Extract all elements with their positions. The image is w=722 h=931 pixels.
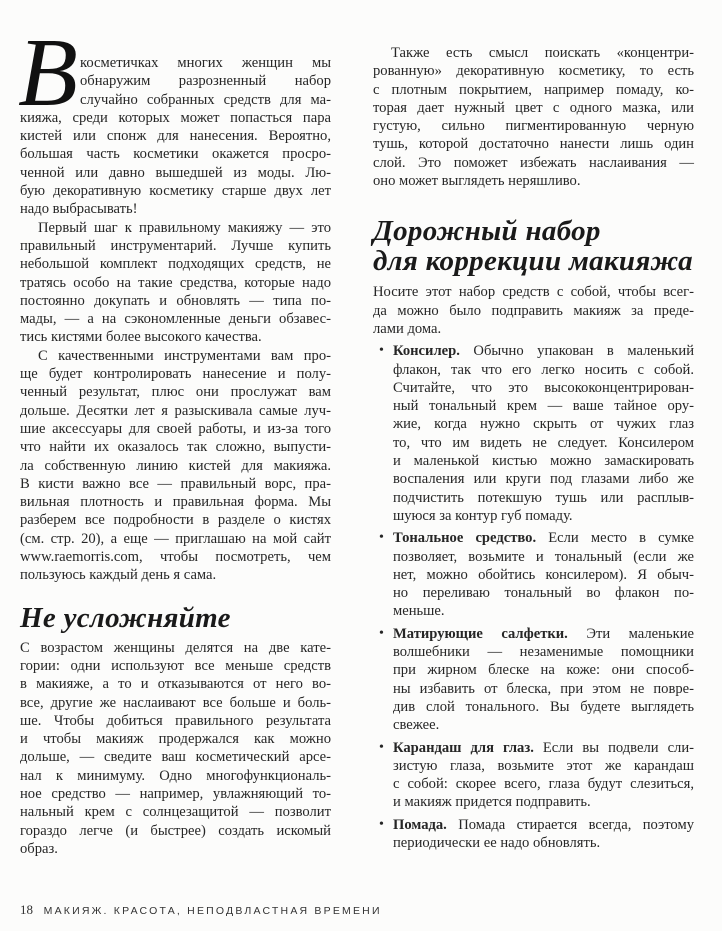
text-line: торая дает нужный цвет с одного мазка, или <box>373 99 694 116</box>
text-line: жие, когда нужно скрыть от чужих глаз <box>393 416 694 433</box>
text-line: косметичках многих женщин мы <box>80 55 331 71</box>
text-line: в макияже, а то и отказываются от него во- <box>20 676 331 693</box>
text-line: надо выбрасывать! <box>20 201 138 218</box>
text-line: пользуюсь каждый день я сама. <box>20 567 217 584</box>
text-line: Первый шаг к правильному макияжу — это <box>38 219 331 236</box>
running-title: МАКИЯЖ. КРАСОТА, НЕПОДВЛАСТНАЯ ВРЕМЕНИ <box>43 905 382 917</box>
text-line: ное средство — например, увлажняющий то- <box>20 785 331 802</box>
text-line: (см. стр. 20), а еще — приглашаю на мой сайт <box>20 530 331 547</box>
text-line: и маленькой кистью можно замаскировать <box>393 453 694 470</box>
text-line: мады, — а на сэкономленные деньги обзавес- <box>20 311 331 328</box>
text-line: шуюся за контур губ помаду. <box>393 507 573 524</box>
text-line: но переливаю тональный во флакон по- <box>393 585 694 602</box>
text-line: ще будет контролировать нанесение и полу- <box>20 366 331 383</box>
bullet-icon: • <box>379 816 384 832</box>
text-line: вильная плотность и правильная форма. Мы <box>20 494 331 511</box>
text-line: образ. <box>20 840 58 857</box>
text-line <box>393 625 694 643</box>
text-line: обнаружим разрозненный набор <box>80 73 331 90</box>
text-line: свежее. <box>393 717 440 734</box>
heading-line: для коррекции макияжа <box>373 245 693 278</box>
text-line: флакон, так что его легко носить с собой. <box>393 361 694 378</box>
text-line: Также есть смысл поискать «концентри- <box>391 45 694 61</box>
bullet-item <box>373 529 694 620</box>
text-line: постоянно докупать и обновлять — типа по- <box>20 292 331 309</box>
text-line: случайно собранных средств для ма- <box>80 91 331 108</box>
text-line: разберем все подробности в разделе о кистях <box>20 512 331 529</box>
paragraph <box>373 44 694 190</box>
text-line: нал к минимуму. Одно многофункциональ- <box>20 767 331 784</box>
heading-line: Дорожный набор <box>373 215 601 248</box>
text-line: и макияж придется подправить. <box>393 794 591 811</box>
text-line: www.raemorris.com, чтобы посмотреть, чем <box>20 549 331 566</box>
text-line: да можно было подправить макияж за преде- <box>373 302 694 319</box>
text-span: Если место в сумке <box>536 530 694 547</box>
text-line: ченной или давно вышедшей из моды. Лю- <box>20 164 331 181</box>
section-heading: Не усложняйте <box>20 601 231 634</box>
bullet-term: Матирующие салфетки. <box>393 625 568 642</box>
paragraph <box>20 639 331 859</box>
text-line: зистую глаза, возьмите этот же карандаш <box>393 757 694 774</box>
text-line: гории: одни используют все меньше средств <box>20 657 331 674</box>
text-line: ла собственную линию кистей для макияжа. <box>20 457 331 474</box>
paragraph <box>373 283 694 338</box>
text-line <box>393 816 694 834</box>
bullet-item <box>373 739 694 812</box>
text-line: и чтобы макияж продержался как можно <box>20 731 331 748</box>
text-line: бую декоративную косметику старше двух лет <box>20 183 331 200</box>
text-line: слой. Это поможет избежать наслаивания — <box>373 154 694 171</box>
text-line: кияжа, среди которых может попасться пара <box>20 109 331 126</box>
bullet-icon: • <box>379 530 384 546</box>
text-line: меньше. <box>393 603 445 620</box>
text-line: тратясь особо на такие средства, которые надо <box>20 274 331 291</box>
page-footer <box>20 902 382 918</box>
text-line: С возрастом женщины делятся на две кате- <box>20 639 331 656</box>
bullet-item <box>373 816 694 853</box>
text-line: ны избавить от блеска, при этом не повре- <box>393 680 694 697</box>
paragraph <box>20 347 331 585</box>
left-column <box>18 19 331 858</box>
section-heading-travel-kit <box>373 216 694 276</box>
text-line: воспаления или круги под глазами либо же <box>393 471 694 488</box>
bullet-list <box>373 342 694 852</box>
text-line: с плотным покрытием, например помаду, ко- <box>373 81 694 98</box>
paragraph <box>20 219 331 347</box>
text-line <box>393 739 694 757</box>
text-line: тушь, которой достаточно нанести лишь один <box>373 136 694 153</box>
intro-text <box>20 54 331 585</box>
text-line: С качественными инструментами вам про- <box>38 347 331 364</box>
text-span: Обычно упакован в маленький <box>459 343 694 360</box>
text-line: Носите этот набор средств с собой, чтобы всег- <box>373 284 694 301</box>
section-paragraph <box>20 639 331 859</box>
bullet-term: Карандаш для глаз. <box>393 739 534 756</box>
text-line <box>393 529 694 547</box>
text-line: большая часть косметики окажется просро- <box>20 146 331 163</box>
paragraph <box>373 44 694 190</box>
intro-paragraph <box>373 283 694 338</box>
bullet-term: Помада. <box>393 816 447 833</box>
text-span: Эти маленькие <box>567 625 694 642</box>
text-line: позволяет, возьмите и тональный (если же <box>393 548 694 565</box>
text-line: подчистить потекшую тушь или расплыв- <box>393 489 694 506</box>
text-line: дольше. Десятки лет я разыскивала самые луч- <box>20 402 331 419</box>
text-line: В кисти важно все — правильный ворс, пра- <box>20 475 331 492</box>
text-line: ше. Чтобы добиться правильного результата <box>20 712 331 729</box>
bullet-item <box>373 342 694 525</box>
text-line: Считайте, что это высококонцентрирован- <box>393 379 694 396</box>
text-line: все, другие же наслаивают все больше и боль- <box>20 694 331 711</box>
right-column <box>373 44 694 852</box>
text-line: гораздо легче (и быстрее) создать искомый <box>20 822 331 839</box>
text-line: густую, сильно пигментированную черную <box>373 118 694 135</box>
bullet-term: Консилер. <box>393 343 460 360</box>
text-line: нет, можно обойтись консилером). Я обыч- <box>393 566 694 583</box>
text-line: тись кистями более высокого качества. <box>20 329 262 346</box>
text-span: Помада стирается всегда, поэтому <box>446 816 694 833</box>
text-line: дольше, — сведите ваш косметический арсе- <box>20 749 331 766</box>
text-line: правильный инструментарий. Лучше купить <box>20 237 331 254</box>
text-line: небольшой комплект подходящих средств, не <box>20 256 331 273</box>
text-line: при жирном блеске на коже: они способ- <box>393 662 694 679</box>
text-span: Если вы подвели сли- <box>533 739 694 756</box>
text-line: оно может выглядеть неряшливо. <box>373 173 581 190</box>
text-line: волшебники — незаменимые помощники <box>393 644 694 661</box>
text-line: лами дома. <box>373 320 442 337</box>
text-line: нальный крем с солнцезащитой — позволит <box>20 804 331 821</box>
text-line <box>393 342 694 360</box>
bullet-icon: • <box>379 343 384 359</box>
text-line: что найти их оказалось так сложно, выпусти- <box>20 439 331 456</box>
drop-cap: В <box>18 19 78 127</box>
text-line: рованную» декоративную косметику, то есть <box>373 63 694 80</box>
text-line: ченный результат, плюс они прослужат вам <box>20 384 331 401</box>
text-line: кистей или спонж для нанесения. Вероятно, <box>20 128 331 145</box>
bullet-icon: • <box>379 739 384 755</box>
bullet-term: Тональное средство. <box>393 530 537 547</box>
text-line: периодически ее надо обновлять. <box>393 834 601 851</box>
text-line: ный тональный крем — ваше тайное ору- <box>393 398 694 415</box>
text-line: див слой тонального. Вы будете выглядеть <box>393 698 694 715</box>
bullet-item <box>373 625 694 735</box>
bullet-icon: • <box>379 625 384 641</box>
text-line: то, что им видеть не следует. Консилером <box>393 434 694 451</box>
text-line: шие аксессуары для своей работы, и из-за того <box>20 420 331 437</box>
page-number: 18 <box>20 902 33 917</box>
text-line: с собой: скорее всего, глаза будут слезиться, <box>393 776 694 793</box>
